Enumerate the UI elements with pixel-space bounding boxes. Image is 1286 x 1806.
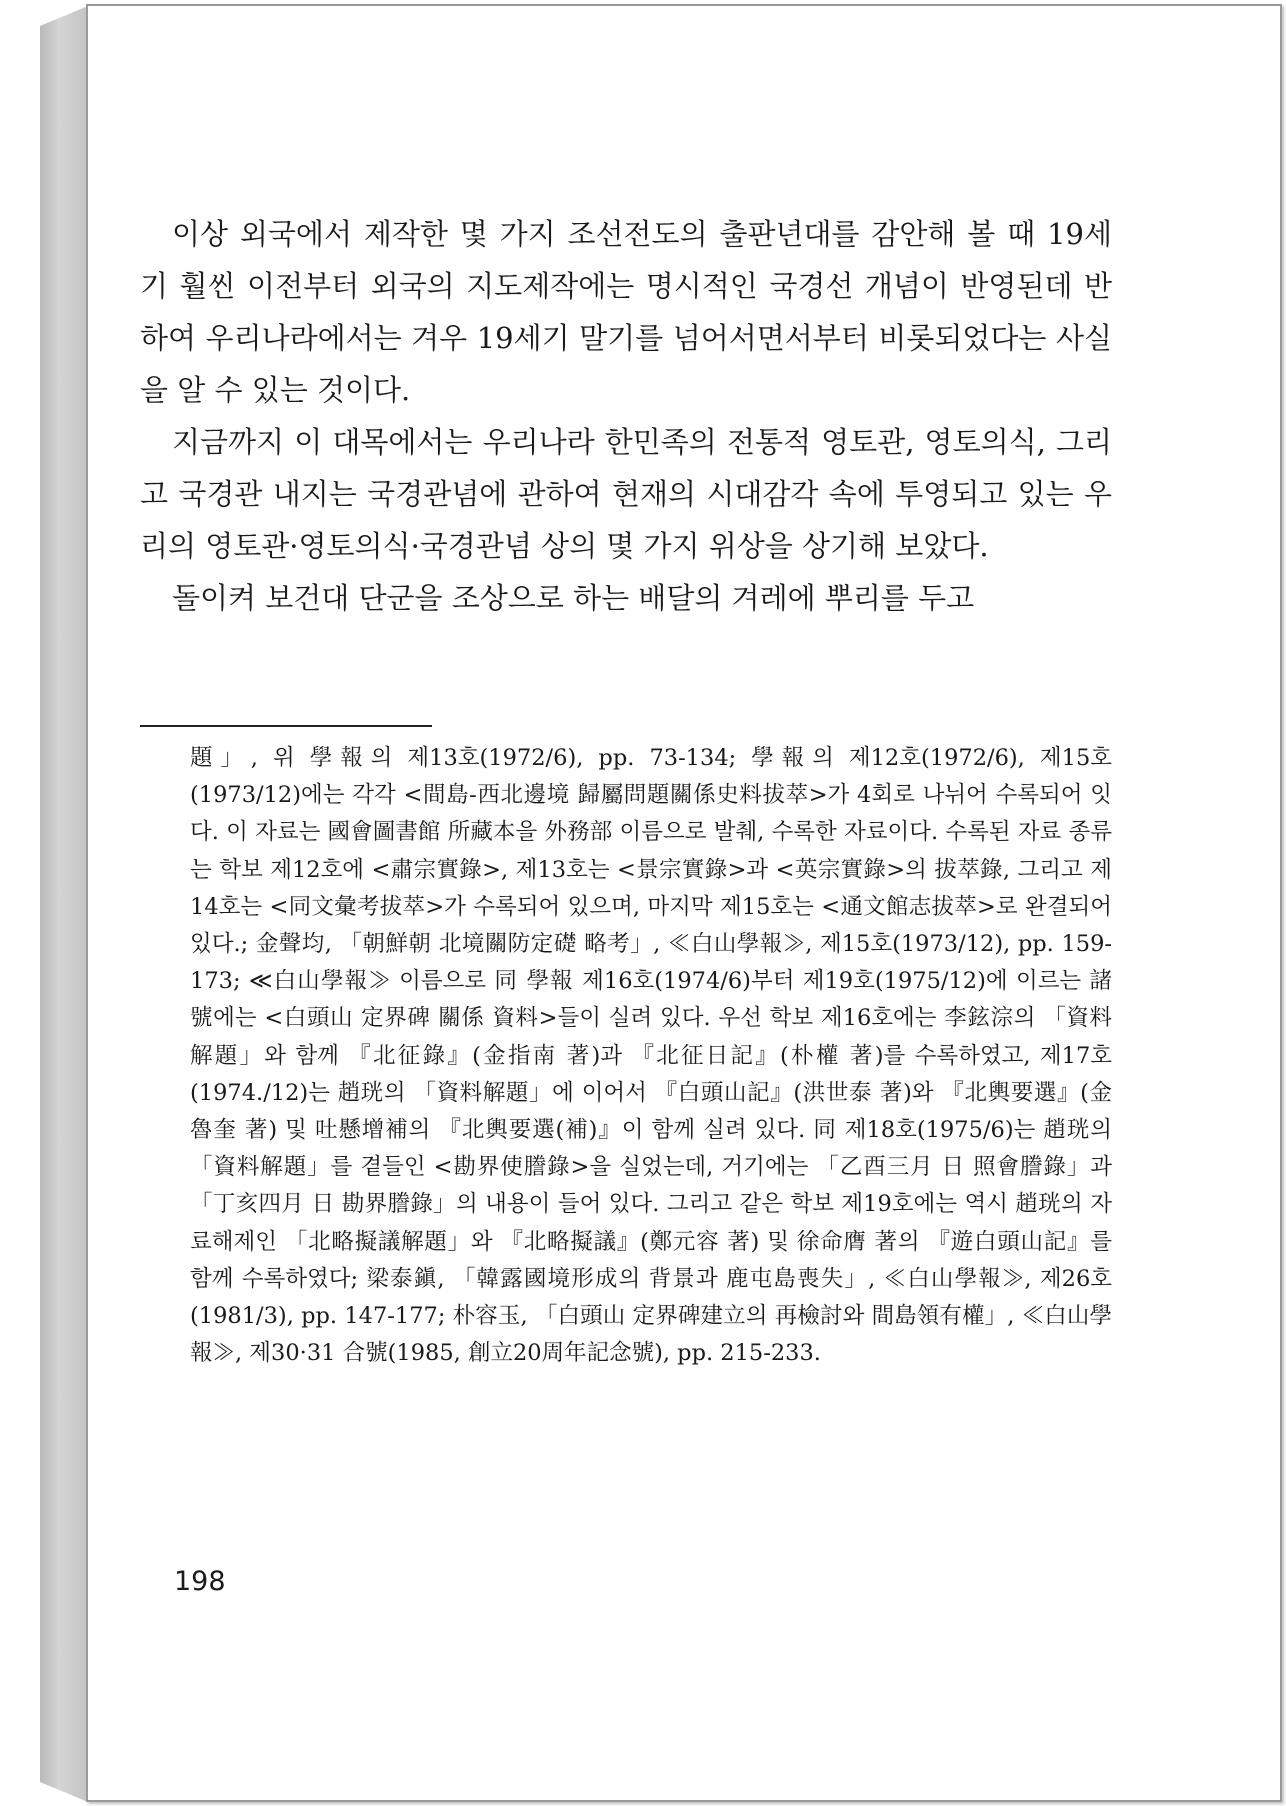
body-paragraph-3: 돌이켜 보건대 단군을 조상으로 하는 배달의 겨레에 뿌리를 두고	[172, 581, 975, 615]
footnote: 題」, 위 學報의 제13호(1972/6), pp. 73-134; 學報의 제12호(1972/6), 제15호(1973/12)에는 각각 <間島-西北邊境 歸屬問題關係史料拔萃>가 4회로 나뉘어 수록되어 잇다. 이 자료는 國會圖書館 所藏本을 外務部 이름으로 발췌, 수록한 자료이다. 수록된 자료 종류는 학보 제12호에 <肅宗實錄>, 제13호는 <景宗實錄>과 <英宗實錄>의 拔萃錄, 그리고 제14호는 <同文彙考拔萃>가 수록되어 있으며, 마지막 제15호는 <通文館志拔萃>로 완결되어 있다.; 金聲均, 「朝鮮朝 北境關防定礎 略考」, ≪白山學報≫, 제15호(1973/12), pp. 159-173; ≪白山學報≫ 이름으로 同 學報 제16호(1974/6)부터 제19호(1975/12)에 이르는 諸號에는 <白頭山 定界碑 關係 資料>들이 실려 있다. 우선 학보 제16호에는 李鉉淙의 「資料解題」와 함께 『北征錄』(金指南 著)과 『北征日記』(朴權 著)를 수록하였고, 제17호(1974./12)는 趙珖의 「資料解題」에 이어서 『白頭山記』(洪世泰 著)와 『北輿要選』(金魯奎 著) 및 吐懸增補의 『北輿要選(補)』이 함께 실려 있다. 同 제18호(1975/6)는 趙珖의 「資料解題」를 곁들인 <勘界使謄錄>을 실었는데, 거기에는 「乙酉三月 日 照會謄錄」과 「丁亥四月 日 勘界謄錄」의 내용이 들어 있다. 그리고 같은 학보 제19호에는 역시 趙珖의 자료해제인 「北略擬議解題」와 『北略擬議』(鄭元容 著) 및 徐命膺 著의 『遊白頭山記』를 함께 수록하였다; 梁泰鎭, 「韓露國境形成의 背景과 鹿屯島喪失」, ≪白山學報≫, 제26호(1981/3), pp. 147-177; 朴容玉, 「白頭山 定界碑建立의 再檢討와 間島領有權」, ≪白山學報≫, 제30·31 合號(1985, 創立20周年記念號), pp. 215-233.	[190, 745, 1112, 1367]
body-paragraph-2: 지금까지 이 대목에서는 우리나라 한민족의 전통적 영토관, 영토의식, 그리고 국경관 내지는 국경관념에 관하여 현재의 시대감각 속에 투영되고 있는 우리의 영토관·영토의식·국경관념 상의 몇 가지 위상을 상기해 보았다.	[140, 425, 1112, 563]
footnote-divider	[140, 725, 432, 727]
body-text	[140, 208, 1112, 624]
page-number: 198	[174, 1566, 226, 1597]
page-edge	[40, 6, 88, 1802]
body-paragraph-1: 이상 외국에서 제작한 몇 가지 조선전도의 출판년대를 감안해 볼 때 19세기 훨씬 이전부터 외국의 지도제작에는 명시적인 국경선 개념이 반영된데 반하여 우리나라에서는 겨우 19세기 말기를 넘어서면서부터 비롯되었다는 사실을 알 수 있는 것이다.	[140, 217, 1112, 407]
